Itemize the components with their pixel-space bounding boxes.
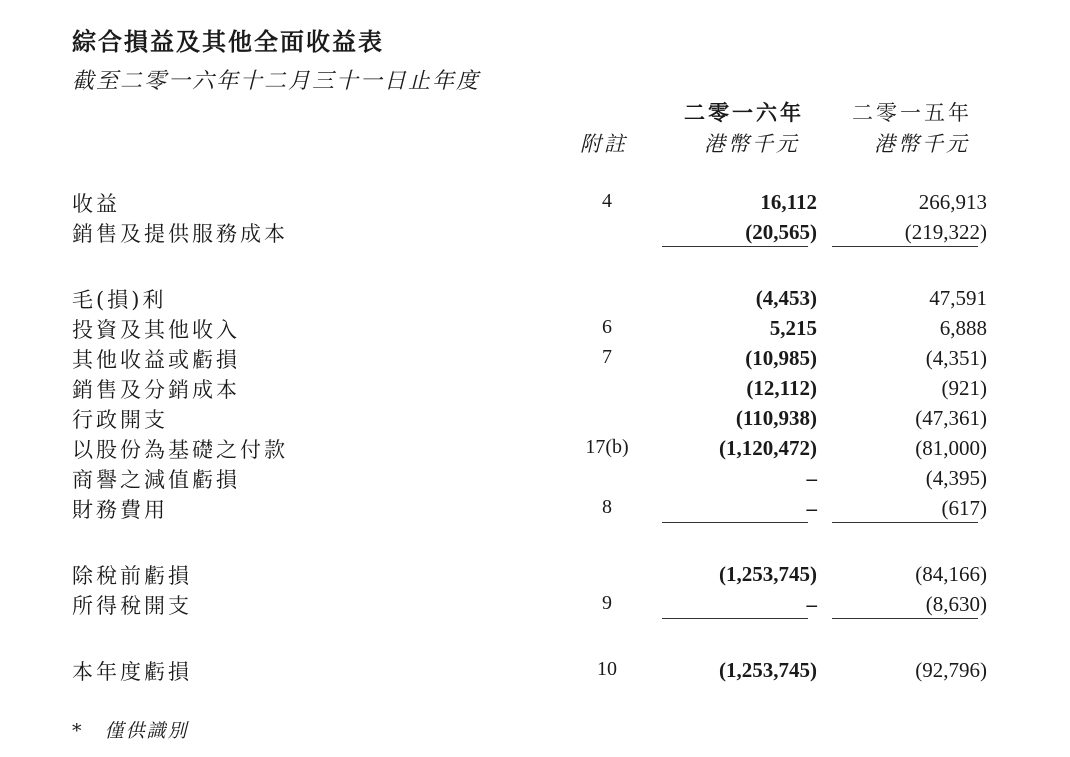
row-prior-value: (8,630) [925,592,987,616]
row-label-loss-for-year: 本年度虧損 [72,660,192,684]
current-year-header: 二零一六年 [684,101,804,125]
statement-period: 截至二零一六年十二月三十一日止年度 [72,69,481,94]
row-note: 8 [602,496,612,518]
row-current-value: (4,453) [755,286,817,310]
row-prior-value: 266,913 [918,190,987,214]
row-current-value: – [806,496,817,520]
row-prior-value: 47,591 [929,286,987,310]
note-column-header: 附註 [580,132,628,156]
row-prior-value: (4,395) [925,466,987,490]
prior-year-unit: 港幣千元 [874,132,970,156]
row-label-income-tax: 所得稅開支 [72,594,192,618]
row-prior-value: (47,361) [915,406,987,430]
row-current-value: 5,215 [769,316,817,340]
row-label-gross-profit: 毛(損)利 [72,288,167,312]
row-label-cost-of-sales: 銷售及提供服務成本 [72,222,288,246]
row-label-goodwill-impairment: 商譽之減值虧損 [72,468,240,492]
row-prior-value: (81,000) [915,436,987,460]
row-current-value: – [806,466,817,490]
subtotal-rule [832,246,978,247]
row-prior-value: (92,796) [915,658,987,682]
subtotal-rule [662,522,808,523]
footnote: * 僅供識別 [72,720,189,742]
row-note: 10 [597,658,617,680]
row-current-value: (110,938) [735,406,817,430]
subtotal-rule [832,618,978,619]
row-note: 4 [602,190,612,212]
row-prior-value: (84,166) [915,562,987,586]
row-current-value: (1,253,745) [719,562,817,586]
subtotal-rule [832,522,978,523]
statement-title: 綜合損益及其他全面收益表 [72,28,384,56]
row-label-distribution-costs: 銷售及分銷成本 [72,378,240,402]
row-prior-value: (219,322) [904,220,987,244]
row-prior-value: (4,351) [925,346,987,370]
row-note: 9 [602,592,612,614]
row-label-admin-expenses: 行政開支 [72,408,168,432]
subtotal-rule [662,618,808,619]
current-year-unit: 港幣千元 [704,132,800,156]
row-note: 6 [602,316,612,338]
row-current-value: 16,112 [760,190,817,214]
row-label-other-gains: 其他收益或虧損 [72,348,240,372]
row-current-value: (1,120,472) [719,436,817,460]
row-label-investment-income: 投資及其他收入 [72,318,240,342]
row-note: 17(b) [585,436,629,458]
row-current-value: – [806,592,817,616]
prior-year-header: 二零一五年 [852,101,972,125]
row-label-loss-before-tax: 除稅前虧損 [72,564,192,588]
row-label-finance-costs: 財務費用 [72,498,168,522]
row-label-share-based-payments: 以股份為基礎之付款 [72,438,288,462]
row-note: 7 [602,346,612,368]
row-current-value: (10,985) [745,346,817,370]
row-current-value: (12,112) [746,376,817,400]
subtotal-rule [662,246,808,247]
row-label-revenue: 收益 [72,192,120,216]
row-prior-value: (617) [941,496,987,520]
row-prior-value: (921) [941,376,987,400]
row-prior-value: 6,888 [939,316,987,340]
row-current-value: (1,253,745) [719,658,817,682]
row-current-value: (20,565) [745,220,817,244]
